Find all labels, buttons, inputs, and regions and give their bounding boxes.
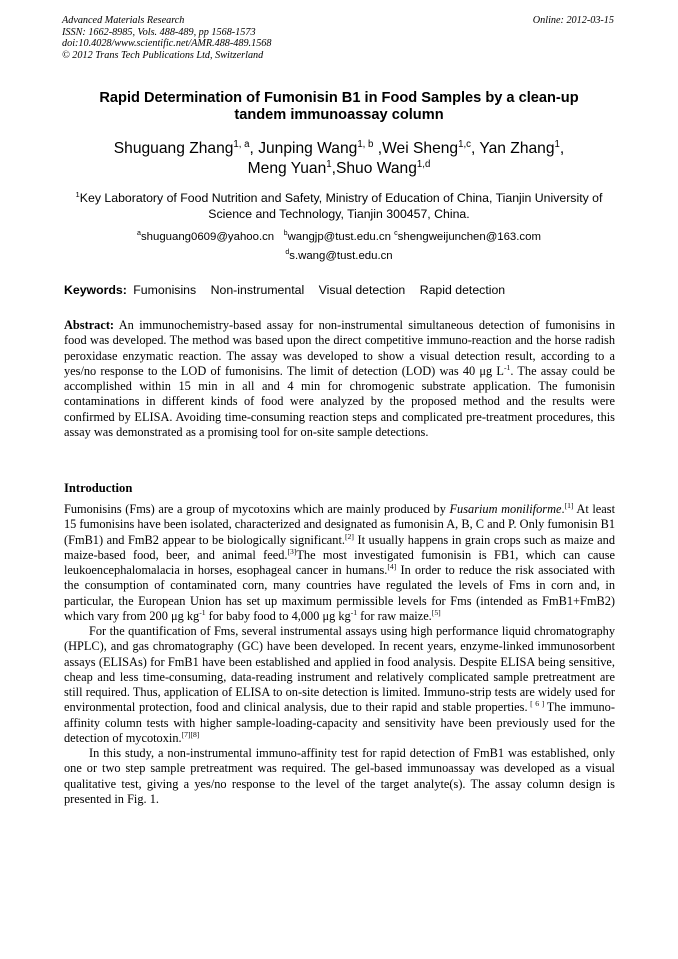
author-name: ,Wei Sheng: [373, 140, 459, 157]
journal-header: [62, 15, 271, 61]
author-affiliation-mark: 1, a: [233, 138, 250, 150]
online-date: Online: 2012-03-15: [532, 15, 614, 26]
affiliation-mark: 1: [75, 189, 80, 199]
keyword: Rapid detection: [419, 283, 506, 297]
section-heading-introduction: Introduction: [64, 481, 133, 495]
citation: [7]: [181, 729, 191, 739]
citation: [5]: [431, 607, 441, 617]
keywords: [64, 283, 505, 298]
author-line-1: [64, 139, 614, 159]
affiliation-line-2: Science and Technology, Tianjin 300457, China.: [208, 206, 470, 221]
keyword: Visual detection: [318, 283, 406, 297]
journal-name: Advanced Materials Research: [62, 15, 185, 26]
citation: [3]: [287, 546, 297, 556]
paragraph: In this study, a non-instrumental immuno-affinity test for rapid detection of FmB1 was established, only one or two step sample pretreatment was required. The gel-based immunoassay was developed as a visual qualitative test, giving a yes/no response to the level of the target analyte(s). The assay column design is presented in Fig. 1.: [64, 746, 615, 806]
keyword: Non-instrumental: [210, 283, 305, 297]
author-name: Meng Yuan: [247, 159, 327, 177]
author-separator: ,: [559, 140, 565, 157]
keyword: Fumonisins: [133, 283, 197, 297]
email-link[interactable]: shengweijunchen@163.com: [397, 231, 541, 243]
citation: [ 6 ]: [527, 699, 547, 709]
title-line-1: Rapid Determination of Fumonisin B1 in Food Samples by a clean-up: [99, 90, 579, 106]
author-name: ,Shuo Wang: [331, 159, 417, 177]
citation: [2]: [344, 531, 354, 541]
author-affiliation-mark: 1,d: [416, 158, 431, 170]
issn-line: ISSN: 1662-8985, Vols. 488-489, pp 1568-1573: [62, 26, 256, 38]
author-affiliation-mark: 1: [554, 138, 560, 150]
author-affiliation-mark: 1, b: [357, 138, 374, 150]
email-link[interactable]: s.wang@tust.edu.cn: [289, 250, 393, 262]
author-name: Shuguang Zhang: [113, 140, 234, 157]
email-link[interactable]: shuguang0609@yahoo.cn: [140, 231, 275, 243]
author-name: , Junping Wang: [249, 140, 358, 157]
abstract: Abstract: An immunochemistry-based assay for non-instrumental simultaneous detection of fumonisins in food was developed. The method was based upon the direct competitive immuno-reaction and the horse radish peroxidase enzymatic reaction. The assay was developed to show a visual detection result, according to a yes/no response to the LOD of fumonisins. The limit of detection (LOD) was 40 μg $L^{-1}$. The assay could be accomplished within 15 min in all and 4 min for chromogenic substrate application. The fumonisin contaminations in different kinds of food were analyzed by the proposed method and the results were confirmed by ELISA. Avoiding time-consuming reaction steps and complicated pre-treatment procedures, this assay was demonstrated as a promising tool for on-site sample detections.: [64, 318, 615, 439]
author-affiliation-mark: 1,c: [458, 138, 471, 150]
doi-line: doi:10.4028/www.scientific.net/AMR.488-489.1568: [62, 38, 272, 50]
affiliation-line-1: $^1$Key Laboratory of Food Nutrition and Safety, Ministry of Education of China, Tianjin University of: [75, 189, 603, 205]
keywords-label: Keywords:: [64, 283, 127, 297]
email-line-1: $^a$shuguang0609@yahoo.cn $^b$wangjp@tust.edu.cn $^c$shengweijunchen@163.com: [137, 230, 541, 243]
author-list: [64, 139, 614, 178]
email-link[interactable]: wangjp@tust.edu.cn: [287, 231, 391, 243]
author-affiliation-mark: 1: [326, 158, 332, 170]
copyright-line: © 2012 Trans Tech Publications Ltd, Switzerland: [62, 49, 264, 61]
email-list: [64, 228, 614, 266]
paragraph: For the quantification of Fms, several instrumental assays using high performance liquid chromatography (HPLC), and gas chromatography (GC) have been developed. In recent years, enzyme-linked immunosorbent assays (ELISAs) for FmB1 have been established and applied in food analysis. Despite ELISA being sensitive, cheap and less time-consuming, data-reading instrument and relatively complicated sample pretreatment are still required. Thus, application of ELISA to on-site detection is limited. Immuno-strip tests are widely used for environmental protection, food and clinical analysis, due to their rapid and stable properties. [ 6 ] The immuno-affinity column tests with higher sample-loading-capacity and sensitivity have been previously used for the detection of mycotoxin.[7][8]: [64, 624, 615, 745]
affiliation: [64, 191, 614, 222]
abstract-label: Abstract:: [64, 318, 115, 332]
paper-title: [64, 90, 614, 124]
author-line-2: [64, 159, 614, 179]
citation: [4]: [387, 561, 397, 571]
paragraph: Fumonisins (Fms) are a group of mycotoxins which are mainly produced by Fusarium moniliforme.[1] At least 15 fumonisins have been isolated, characterized and designated as fumonisin A, B, C and P. Only fumonisin B1 (FmB1) and FmB2 appear to be biologically significant.[2] It usually happens in grain crops such as maize and maize-based food, beer, and animal feed.[3]The most investigated fumonisin is FB1, which can cause leukoencephalomalacia in horses, esophageal cancer in humans.[4] In order to reduce the risk associated with the consumption of contaminated corn, many countries have regulated the levels of Fms in corn and, in particular, the European Union has set up maximum permissible levels for Fms (intended as FmB1+FmB2) which vary from 200 μg $kg^{-1}$ for baby food to 4,000 μg $kg^{-1}$ for raw maize.[5]: [64, 500, 616, 623]
citation: [8]: [190, 729, 200, 739]
email-line-2: $^d$s.wang@tust.edu.cn: [285, 249, 393, 262]
citation: [1]: [564, 500, 574, 510]
title-line-2: tandem immunoassay column: [234, 107, 444, 123]
author-name: , Yan Zhang: [470, 140, 555, 157]
introduction-body: [64, 502, 615, 807]
